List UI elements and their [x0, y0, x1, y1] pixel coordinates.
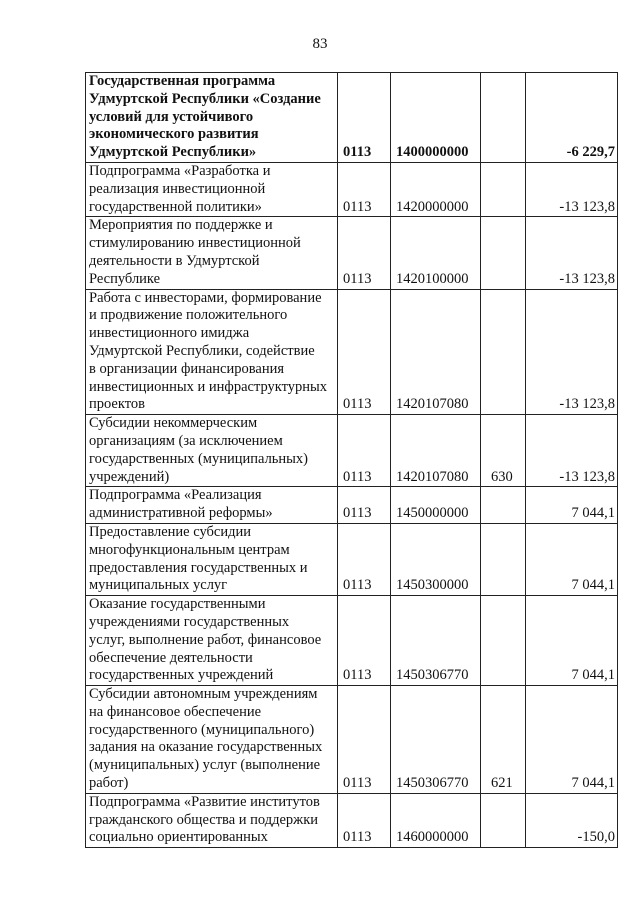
row-expense-type	[481, 217, 526, 289]
row-name: Субсидии автономным учреждениям на финансовое обеспечение государственного (муниципального) задания на оказание государственных (муниципальных) услуг (выполнение работ)	[86, 686, 338, 794]
row-amount: -13 123,8	[526, 415, 618, 487]
row-amount: -150,0	[526, 793, 618, 847]
table-row	[86, 523, 618, 595]
row-amount: -13 123,8	[526, 289, 618, 415]
row-target-article: 1450306770	[391, 686, 481, 794]
row-amount: 7 044,1	[526, 487, 618, 524]
row-name: Субсидии некоммерческим организациям (за исключением государственных (муниципальных) учреждений)	[86, 415, 338, 487]
budget-table-body	[86, 73, 618, 848]
row-amount: -6 229,7	[526, 73, 618, 163]
row-target-article: 1420100000	[391, 217, 481, 289]
row-target-article: 1450000000	[391, 487, 481, 524]
row-target-article: 1450306770	[391, 596, 481, 686]
row-section-code: 0113	[338, 523, 391, 595]
row-expense-type	[481, 523, 526, 595]
budget-table	[85, 72, 618, 848]
row-amount: 7 044,1	[526, 596, 618, 686]
table-row	[86, 415, 618, 487]
row-section-code: 0113	[338, 289, 391, 415]
table-row	[86, 793, 618, 847]
row-section-code: 0113	[338, 596, 391, 686]
row-target-article: 1450300000	[391, 523, 481, 595]
row-section-code: 0113	[338, 217, 391, 289]
row-name: Подпрограмма «Реализация административной реформы»	[86, 487, 338, 524]
row-section-code: 0113	[338, 686, 391, 794]
row-name: Предоставление субсидии многофункциональным центрам предоставления государственных и муниципальных услуг	[86, 523, 338, 595]
row-target-article: 1420107080	[391, 415, 481, 487]
row-target-article: 1420107080	[391, 289, 481, 415]
row-section-code: 0113	[338, 162, 391, 216]
row-expense-type	[481, 289, 526, 415]
row-section-code: 0113	[338, 415, 391, 487]
table-row	[86, 596, 618, 686]
table-row	[86, 217, 618, 289]
row-section-code: 0113	[338, 487, 391, 524]
row-target-article: 1460000000	[391, 793, 481, 847]
table-row	[86, 686, 618, 794]
row-expense-type	[481, 487, 526, 524]
row-amount: 7 044,1	[526, 686, 618, 794]
table-row	[86, 487, 618, 524]
row-section-code: 0113	[338, 73, 391, 163]
row-expense-type	[481, 596, 526, 686]
row-name: Оказание государственными учреждениями государственных услуг, выполнение работ, финансовое обеспечение деятельности государственных учреждений	[86, 596, 338, 686]
table-row	[86, 162, 618, 216]
row-name: Государственная программа Удмуртской Республики «Создание условий для устойчивого экономического развития Удмуртской Республики»	[86, 73, 338, 163]
table-row	[86, 73, 618, 163]
row-expense-type	[481, 73, 526, 163]
row-amount: -13 123,8	[526, 217, 618, 289]
row-name: Мероприятия по поддержке и стимулированию инвестиционной деятельности в Удмуртской Республике	[86, 217, 338, 289]
row-amount: 7 044,1	[526, 523, 618, 595]
row-expense-type	[481, 162, 526, 216]
row-target-article: 1400000000	[391, 73, 481, 163]
row-expense-type: 630	[481, 415, 526, 487]
row-amount: -13 123,8	[526, 162, 618, 216]
row-expense-type: 621	[481, 686, 526, 794]
row-name: Подпрограмма «Разработка и реализация инвестиционной государственной политики»	[86, 162, 338, 216]
page-number: 83	[312, 36, 328, 52]
row-name: Подпрограмма «Развитие институтов гражданского общества и поддержки социально ориентированных	[86, 793, 338, 847]
table-row	[86, 289, 618, 415]
row-name: Работа с инвесторами, формирование и продвижение положительного инвестиционного имиджа Удмуртской Республики, содействие в организации финансирования инвестиционных и инфраструктурных проектов	[86, 289, 338, 415]
row-expense-type	[481, 793, 526, 847]
row-section-code: 0113	[338, 793, 391, 847]
row-target-article: 1420000000	[391, 162, 481, 216]
